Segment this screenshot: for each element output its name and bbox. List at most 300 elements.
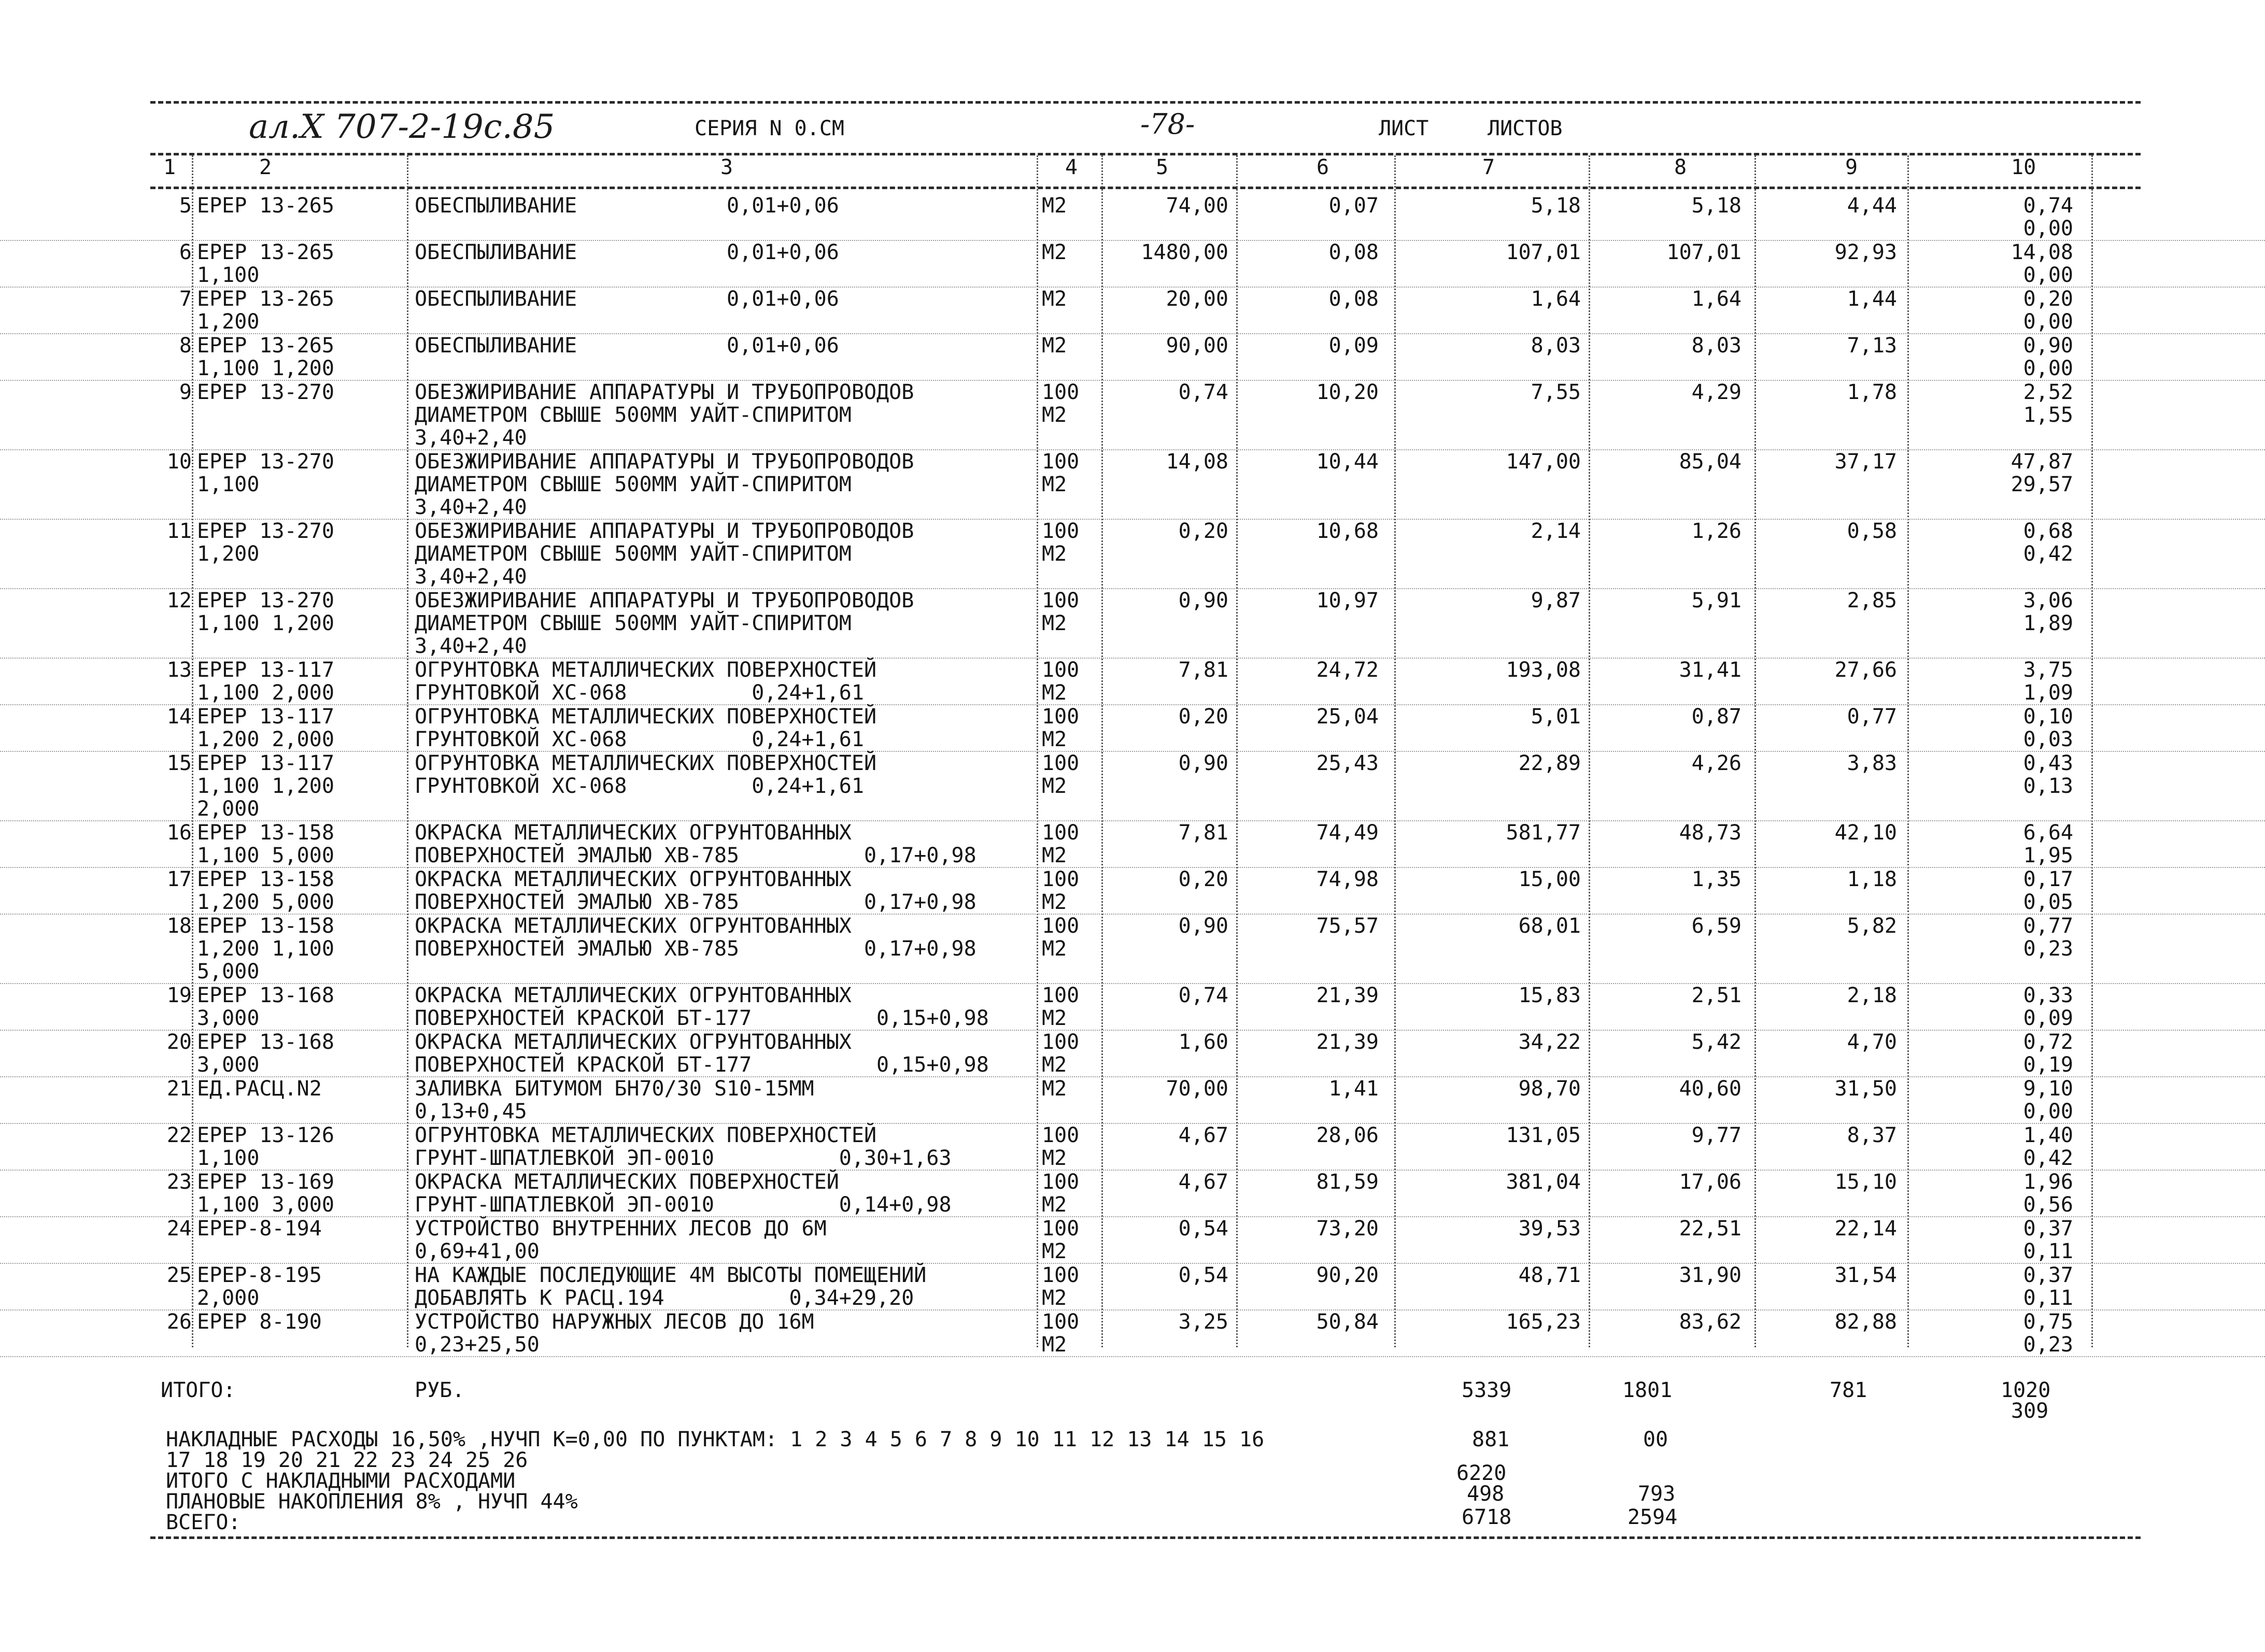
row-unit: 100 (1042, 1170, 1080, 1194)
row-col10: 0,37 (2023, 1263, 2073, 1287)
row-unit: 100 (1042, 751, 1080, 775)
row-unit-price: 0,09 (1328, 334, 1379, 358)
row-number: 7 (179, 287, 192, 311)
table-row (0, 1031, 2265, 1077)
row-col10-line2: 0,00 (2023, 263, 2073, 287)
row-code: ЕРЕР 13-158 (197, 821, 334, 845)
row-total-cost: 9,87 (1531, 589, 1581, 613)
row-col10: 0,20 (2023, 287, 2073, 311)
row-col9: 31,50 (1834, 1077, 1897, 1101)
row-col8: 40,60 (1679, 1077, 1742, 1101)
row-total-cost: 1,64 (1531, 287, 1581, 311)
row-total-cost: 22,89 (1518, 751, 1581, 775)
row-number: 9 (179, 380, 192, 404)
row-col10: 0,74 (2023, 194, 2073, 218)
row-code: ЕРЕР 13-265 (197, 287, 334, 311)
row-code-line3: 5,000 (197, 960, 260, 984)
row-col10: 0,37 (2023, 1217, 2073, 1241)
row-col10-line2: 0,09 (2023, 1006, 2073, 1030)
row-number: 6 (179, 240, 192, 264)
row-col8: 1,35 (1691, 867, 1742, 891)
row-col10-line2: 29,57 (2011, 473, 2073, 496)
row-code: ЕРЕР-8-195 (197, 1263, 322, 1287)
row-unit-price: 81,59 (1316, 1170, 1379, 1194)
row-quantity: 74,00 (1166, 194, 1228, 218)
row-unit: 100 (1042, 914, 1080, 938)
table-row (0, 1077, 2265, 1124)
row-unit: 100 (1042, 1217, 1080, 1241)
row-total-cost: 7,55 (1531, 380, 1581, 404)
row-unit: М2 (1042, 194, 1067, 218)
table-row (0, 450, 2265, 520)
row-unit: 100 (1042, 1123, 1080, 1147)
row-unit: 100 (1042, 519, 1080, 543)
row-quantity: 0,74 (1178, 984, 1228, 1007)
row-description: ОКРАСКА МЕТАЛЛИЧЕСКИХ ОГРУНТОВАННЫХ (415, 1030, 852, 1054)
row-unit: М2 (1042, 287, 1067, 311)
row-total-cost: 8,03 (1531, 334, 1581, 358)
overhead-col8: 00 (1643, 1428, 1668, 1451)
row-col8: 17,06 (1679, 1170, 1742, 1194)
row-quantity: 70,00 (1166, 1077, 1228, 1101)
estimate-table (0, 194, 2265, 1357)
row-quantity: 0,54 (1178, 1263, 1228, 1287)
row-col10-line2: 0,56 (2023, 1193, 2073, 1217)
row-unit-line2: М2 (1042, 681, 1067, 705)
row-col10: 0,10 (2023, 705, 2073, 729)
with-overhead-col7: 6220 (1456, 1461, 1507, 1485)
row-code-line2: 3,000 (197, 1006, 260, 1030)
row-col10-line2: 1,89 (2023, 611, 2073, 635)
row-quantity: 0,90 (1178, 914, 1228, 938)
row-description: ОГРУНТОВКА МЕТАЛЛИЧЕСКИХ ПОВЕРХНОСТЕЙ (415, 705, 877, 729)
row-col10-line2: 0,11 (2023, 1286, 2073, 1310)
table-row (0, 659, 2265, 705)
row-unit-line2: М2 (1042, 728, 1067, 751)
row-quantity: 1480,00 (1141, 240, 1228, 264)
column-number: 10 (2011, 155, 2036, 179)
row-unit-price: 28,06 (1316, 1123, 1379, 1147)
row-unit-line2: М2 (1042, 611, 1067, 635)
row-col8: 6,59 (1691, 914, 1742, 938)
row-number: 26 (166, 1310, 192, 1334)
row-number: 20 (166, 1030, 192, 1054)
row-description: НА КАЖДЫЕ ПОСЛЕДУЮЩИЕ 4М ВЫСОТЫ ПОМЕЩЕНИЙ (415, 1263, 927, 1287)
column-number: 8 (1674, 155, 1687, 179)
row-number: 23 (166, 1170, 192, 1194)
row-col9: 4,44 (1847, 194, 1897, 218)
row-total-cost: 48,71 (1518, 1263, 1581, 1287)
row-col9: 0,58 (1847, 519, 1897, 543)
row-unit-price: 74,49 (1316, 821, 1379, 845)
row-description: ОКРАСКА МЕТАЛЛИЧЕСКИХ ПОВЕРХНОСТЕЙ (415, 1170, 839, 1194)
row-unit: 100 (1042, 658, 1080, 682)
row-unit-price: 50,84 (1316, 1310, 1379, 1334)
row-description: ОКРАСКА МЕТАЛЛИЧЕСКИХ ОГРУНТОВАННЫХ (415, 914, 852, 938)
with-overhead-label: ИТОГО С НАКЛАДНЫМИ РАСХОДАМИ (166, 1469, 516, 1493)
overhead-label-continued: 17 18 19 20 21 22 23 24 25 26 (166, 1448, 528, 1472)
row-unit: М2 (1042, 1077, 1067, 1101)
row-col9: 37,17 (1834, 450, 1897, 474)
album-code: ал.X 707-2-19с.85 (249, 108, 555, 146)
row-unit: М2 (1042, 334, 1067, 358)
row-col10-line2: 0,00 (2023, 310, 2073, 334)
row-description: ОБЕЗЖИРИВАНИЕ АППАРАТУРЫ И ТРУБОПРОВОДОВ (415, 380, 914, 404)
total-label: ВСЕГО: (166, 1511, 241, 1534)
bottom-dashed-rule (150, 1536, 2141, 1539)
row-number: 22 (166, 1123, 192, 1147)
row-unit-price: 74,98 (1316, 867, 1379, 891)
row-unit-line2: М2 (1042, 1146, 1067, 1170)
row-total-cost: 2,14 (1531, 519, 1581, 543)
row-quantity: 0,20 (1178, 519, 1228, 543)
row-col10-line2: 0,23 (2023, 1333, 2073, 1357)
row-quantity: 1,60 (1178, 1030, 1228, 1054)
row-total-cost: 39,53 (1518, 1217, 1581, 1241)
sheets-label: ЛИСТОВ (1488, 117, 1563, 140)
row-description-line3: 3,40+2,40 (415, 634, 527, 658)
row-description: ОБЕСПЫЛИВАНИЕ 0,01+0,06 (415, 194, 839, 218)
row-description-line2: ПОВЕРХНОСТЕЙ КРАСКОЙ БТ-177 0,15+0,98 (415, 1053, 989, 1077)
row-total-cost: 381,04 (1506, 1170, 1581, 1194)
row-number: 16 (166, 821, 192, 845)
row-quantity: 14,08 (1166, 450, 1228, 474)
row-description-line2: ПОВЕРХНОСТЕЙ ЭМАЛЬЮ ХВ-785 0,17+0,98 (415, 890, 976, 914)
row-code-line3: 2,000 (197, 797, 260, 821)
row-unit-price: 10,20 (1316, 380, 1379, 404)
row-number: 5 (179, 194, 192, 218)
row-unit-line2: М2 (1042, 1240, 1067, 1263)
row-unit-price: 1,41 (1328, 1077, 1379, 1101)
row-number: 21 (166, 1077, 192, 1101)
row-col8: 2,51 (1691, 984, 1742, 1007)
row-unit: 100 (1042, 1310, 1080, 1334)
row-description-line3: 3,40+2,40 (415, 495, 527, 519)
row-col9: 2,18 (1847, 984, 1897, 1007)
overhead-label: НАКЛАДНЫЕ РАСХОДЫ 16,50% ,НУЧП К=0,00 ПО ПУНКТАМ: 1 2 3 4 5 6 7 8 9 10 11 12 13 14 15 16 (166, 1428, 1265, 1451)
row-total-cost: 15,83 (1518, 984, 1581, 1007)
row-col8: 0,87 (1691, 705, 1742, 729)
row-col10-line2: 0,19 (2023, 1053, 2073, 1077)
row-col9: 31,54 (1834, 1263, 1897, 1287)
itogo-col7: 5339 (1462, 1378, 1512, 1402)
row-description: ОБЕСПЫЛИВАНИЕ 0,01+0,06 (415, 334, 839, 358)
table-row (0, 1217, 2265, 1264)
row-description-line3: 3,40+2,40 (415, 426, 527, 450)
row-code: ЕРЕР 13-270 (197, 380, 334, 404)
table-row (0, 821, 2265, 868)
row-description-line3: 3,40+2,40 (415, 565, 527, 589)
row-col10: 6,64 (2023, 821, 2073, 845)
row-quantity: 0,90 (1178, 589, 1228, 613)
row-code: ЕРЕР-8-194 (197, 1217, 322, 1241)
row-number: 13 (166, 658, 192, 682)
row-col8: 83,62 (1679, 1310, 1742, 1334)
table-row (0, 1311, 2265, 1357)
column-number: 3 (720, 155, 733, 179)
row-col8: 4,26 (1691, 751, 1742, 775)
page-number: -78- (1140, 108, 1195, 140)
sheet-label: ЛИСТ (1379, 117, 1429, 140)
row-description: ОГРУНТОВКА МЕТАЛЛИЧЕСКИХ ПОВЕРХНОСТЕЙ (415, 1123, 877, 1147)
row-unit: 100 (1042, 380, 1080, 404)
row-number: 24 (166, 1217, 192, 1241)
row-col10: 0,90 (2023, 334, 2073, 358)
row-unit-price: 21,39 (1316, 1030, 1379, 1054)
row-col9: 1,18 (1847, 867, 1897, 891)
row-code: ЕРЕР 13-117 (197, 705, 334, 729)
row-code: ЕРЕР 13-270 (197, 450, 334, 474)
row-unit-line2: М2 (1042, 473, 1067, 496)
row-description-line2: ПОВЕРХНОСТЕЙ КРАСКОЙ БТ-177 0,15+0,98 (415, 1006, 989, 1030)
row-number: 19 (166, 984, 192, 1007)
row-total-cost: 581,77 (1506, 821, 1581, 845)
row-unit-line2: М2 (1042, 844, 1067, 867)
row-col10-line2: 0,42 (2023, 1146, 2073, 1170)
row-col8: 48,73 (1679, 821, 1742, 845)
row-number: 12 (166, 589, 192, 613)
row-total-cost: 15,00 (1518, 867, 1581, 891)
row-col9: 5,82 (1847, 914, 1897, 938)
table-row (0, 1124, 2265, 1171)
row-code: ЕРЕР 13-169 (197, 1170, 334, 1194)
row-code: ЕРЕР 13-265 (197, 240, 334, 264)
row-number: 15 (166, 751, 192, 775)
column-number: 5 (1156, 155, 1169, 179)
column-numbers (0, 155, 2265, 187)
header (0, 104, 2265, 150)
row-unit-price: 0,08 (1328, 240, 1379, 264)
row-code: ЕРЕР 13-158 (197, 914, 334, 938)
row-total-cost: 34,22 (1518, 1030, 1581, 1054)
row-col10: 1,96 (2023, 1170, 2073, 1194)
row-description: ЗАЛИВКА БИТУМОМ БН70/30 S10-15ММ (415, 1077, 814, 1101)
row-unit: М2 (1042, 240, 1067, 264)
row-col8: 31,41 (1679, 658, 1742, 682)
row-description-line2: 0,69+41,00 (415, 1240, 540, 1263)
table-row (0, 194, 2265, 241)
row-total-cost: 5,01 (1531, 705, 1581, 729)
row-description-line2: ПОВЕРХНОСТЕЙ ЭМАЛЬЮ ХВ-785 0,17+0,98 (415, 937, 976, 961)
row-description-line2: 0,13+0,45 (415, 1100, 527, 1123)
row-code-line2: 1,200 2,000 (197, 728, 334, 751)
row-unit-price: 73,20 (1316, 1217, 1379, 1241)
row-description-line2: ДИАМЕТРОМ СВЫШЕ 500ММ УАЙТ-СПИРИТОМ (415, 403, 852, 427)
row-col10-line2: 0,23 (2023, 937, 2073, 961)
row-col10-line2: 1,09 (2023, 681, 2073, 705)
row-quantity: 0,20 (1178, 867, 1228, 891)
row-unit-price: 0,08 (1328, 287, 1379, 311)
row-col9: 8,37 (1847, 1123, 1897, 1147)
row-col9: 3,83 (1847, 751, 1897, 775)
table-row (0, 589, 2265, 659)
itogo-label: ИТОГО: (161, 1378, 236, 1402)
row-code: ЕРЕР 13-265 (197, 194, 334, 218)
row-col10: 1,40 (2023, 1123, 2073, 1147)
table-row (0, 288, 2265, 334)
row-col10-line2: 0,05 (2023, 890, 2073, 914)
row-col10: 9,10 (2023, 1077, 2073, 1101)
table-row (0, 984, 2265, 1031)
row-col10-line2: 0,00 (2023, 217, 2073, 240)
row-col10-line2: 0,03 (2023, 728, 2073, 751)
itogo-col9: 781 (1830, 1378, 1867, 1402)
row-code: ЕД.РАСЦ.N2 (197, 1077, 322, 1101)
row-code-line2: 1,200 (197, 542, 260, 566)
row-code-line2: 1,100 1,200 (197, 611, 334, 635)
row-quantity: 0,74 (1178, 380, 1228, 404)
row-code-line2: 1,100 (197, 1146, 260, 1170)
row-unit-price: 10,68 (1316, 519, 1379, 543)
row-col10-line2: 0,00 (2023, 357, 2073, 380)
row-unit-price: 24,72 (1316, 658, 1379, 682)
row-code-line2: 3,000 (197, 1053, 260, 1077)
row-total-cost: 5,18 (1531, 194, 1581, 218)
row-number: 8 (179, 334, 192, 358)
row-code: ЕРЕР 13-158 (197, 867, 334, 891)
row-col10: 14,08 (2011, 240, 2073, 264)
row-code-line2: 1,100 1,200 (197, 357, 334, 380)
row-unit-line2: М2 (1042, 1053, 1067, 1077)
row-col8: 1,64 (1691, 287, 1742, 311)
row-col9: 92,93 (1834, 240, 1897, 264)
row-unit-price: 10,44 (1316, 450, 1379, 474)
row-col10: 0,72 (2023, 1030, 2073, 1054)
row-code-line2: 1,100 1,200 (197, 774, 334, 798)
row-col8: 5,91 (1691, 589, 1742, 613)
itogo-col10-second: 309 (2011, 1399, 2049, 1423)
row-code: ЕРЕР 13-117 (197, 751, 334, 775)
row-unit: 100 (1042, 1030, 1080, 1054)
row-unit: 100 (1042, 867, 1080, 891)
row-code: ЕРЕР 13-126 (197, 1123, 334, 1147)
row-col9: 4,70 (1847, 1030, 1897, 1054)
row-description: ОБЕЗЖИРИВАНИЕ АППАРАТУРЫ И ТРУБОПРОВОДОВ (415, 519, 914, 543)
table-row (0, 705, 2265, 752)
row-quantity: 4,67 (1178, 1123, 1228, 1147)
row-col10-line2: 1,95 (2023, 844, 2073, 867)
row-description: УСТРОЙСТВО ВНУТРЕННИХ ЛЕСОВ ДО 6М (415, 1217, 827, 1241)
row-code-line2: 1,100 (197, 473, 260, 496)
overhead-col7: 881 (1472, 1428, 1510, 1451)
row-col8: 22,51 (1679, 1217, 1742, 1241)
row-quantity: 20,00 (1166, 287, 1228, 311)
row-code-line2: 2,000 (197, 1286, 260, 1310)
row-number: 17 (166, 867, 192, 891)
row-total-cost: 165,23 (1506, 1310, 1581, 1334)
series-label: СЕРИЯ N 0.СМ (695, 117, 844, 140)
row-quantity: 7,81 (1178, 658, 1228, 682)
row-description: УСТРОЙСТВО НАРУЖНЫХ ЛЕСОВ ДО 16М (415, 1310, 814, 1334)
row-quantity: 0,90 (1178, 751, 1228, 775)
row-number: 25 (166, 1263, 192, 1287)
row-description-line2: ГРУНТОВКОЙ ХС-068 0,24+1,61 (415, 774, 864, 798)
row-description: ОКРАСКА МЕТАЛЛИЧЕСКИХ ОГРУНТОВАННЫХ (415, 821, 852, 845)
row-unit-price: 75,57 (1316, 914, 1379, 938)
row-quantity: 0,20 (1178, 705, 1228, 729)
row-unit-line2: М2 (1042, 403, 1067, 427)
row-unit-price: 90,20 (1316, 1263, 1379, 1287)
itogo-col10: 1020 (2001, 1378, 2051, 1402)
row-col10-line2: 0,13 (2023, 774, 2073, 798)
row-description-line2: ГРУНТОВКОЙ ХС-068 0,24+1,61 (415, 681, 864, 705)
row-col10: 3,75 (2023, 658, 2073, 682)
row-col10: 0,33 (2023, 984, 2073, 1007)
row-code: ЕРЕР 8-190 (197, 1310, 322, 1334)
row-total-cost: 131,05 (1506, 1123, 1581, 1147)
row-col10: 0,17 (2023, 867, 2073, 891)
row-description-line2: ПОВЕРХНОСТЕЙ ЭМАЛЬЮ ХВ-785 0,17+0,98 (415, 844, 976, 867)
row-total-cost: 107,01 (1506, 240, 1581, 264)
row-col8: 1,26 (1691, 519, 1742, 543)
row-code-line2: 1,100 (197, 263, 260, 287)
column-number: 4 (1065, 155, 1078, 179)
row-code-line2: 1,100 5,000 (197, 844, 334, 867)
row-col8: 5,42 (1691, 1030, 1742, 1054)
row-col10: 47,87 (2011, 450, 2073, 474)
row-col9: 82,88 (1834, 1310, 1897, 1334)
row-unit-line2: М2 (1042, 542, 1067, 566)
row-description-line2: ДИАМЕТРОМ СВЫШЕ 500ММ УАЙТ-СПИРИТОМ (415, 611, 852, 635)
row-quantity: 3,25 (1178, 1310, 1228, 1334)
table-row (0, 1171, 2265, 1217)
row-unit-price: 25,04 (1316, 705, 1379, 729)
row-col10: 2,52 (2023, 380, 2073, 404)
row-col9: 22,14 (1834, 1217, 1897, 1241)
row-col8: 85,04 (1679, 450, 1742, 474)
row-description: ОБЕСПЫЛИВАНИЕ 0,01+0,06 (415, 287, 839, 311)
table-row (0, 868, 2265, 915)
row-unit-line2: М2 (1042, 1286, 1067, 1310)
row-code: ЕРЕР 13-265 (197, 334, 334, 358)
row-code: ЕРЕР 13-270 (197, 519, 334, 543)
row-unit-price: 0,07 (1328, 194, 1379, 218)
column-number: 6 (1316, 155, 1329, 179)
row-code: ЕРЕР 13-168 (197, 1030, 334, 1054)
row-unit: 100 (1042, 589, 1080, 613)
row-code-line2: 1,200 (197, 310, 260, 334)
row-description-line2: ДИАМЕТРОМ СВЫШЕ 500ММ УАЙТ-СПИРИТОМ (415, 473, 852, 496)
row-col8: 9,77 (1691, 1123, 1742, 1147)
row-col9: 0,77 (1847, 705, 1897, 729)
row-description-line2: ДОБАВЛЯТЬ К РАСЦ.194 0,34+29,20 (415, 1286, 914, 1310)
columns-dashed-rule (150, 187, 2141, 189)
row-unit-price: 25,43 (1316, 751, 1379, 775)
row-description-line2: ГРУНТ-ШПАТЛЕВКОЙ ЭП-0010 0,14+0,98 (415, 1193, 952, 1217)
total-col7: 6718 (1462, 1505, 1512, 1529)
row-description-line2: ГРУНТ-ШПАТЛЕВКОЙ ЭП-0010 0,30+1,63 (415, 1146, 952, 1170)
row-description-line2: ГРУНТОВКОЙ ХС-068 0,24+1,61 (415, 728, 864, 751)
row-unit-price: 10,97 (1316, 589, 1379, 613)
column-number: 1 (163, 155, 176, 179)
table-row (0, 381, 2265, 450)
column-number: 2 (259, 155, 272, 179)
row-total-cost: 147,00 (1506, 450, 1581, 474)
row-col9: 2,85 (1847, 589, 1897, 613)
row-number: 11 (166, 519, 192, 543)
row-code-line2: 1,100 3,000 (197, 1193, 334, 1217)
total-col8: 2594 (1627, 1505, 1678, 1529)
row-unit: 100 (1042, 821, 1080, 845)
table-row (0, 520, 2265, 589)
row-code-line2: 1,100 2,000 (197, 681, 334, 705)
row-unit-line2: М2 (1042, 774, 1067, 798)
row-quantity: 0,54 (1178, 1217, 1228, 1241)
row-col9: 27,66 (1834, 658, 1897, 682)
row-col10-line2: 1,55 (2023, 403, 2073, 427)
row-unit-line2: М2 (1042, 890, 1067, 914)
row-total-cost: 68,01 (1518, 914, 1581, 938)
